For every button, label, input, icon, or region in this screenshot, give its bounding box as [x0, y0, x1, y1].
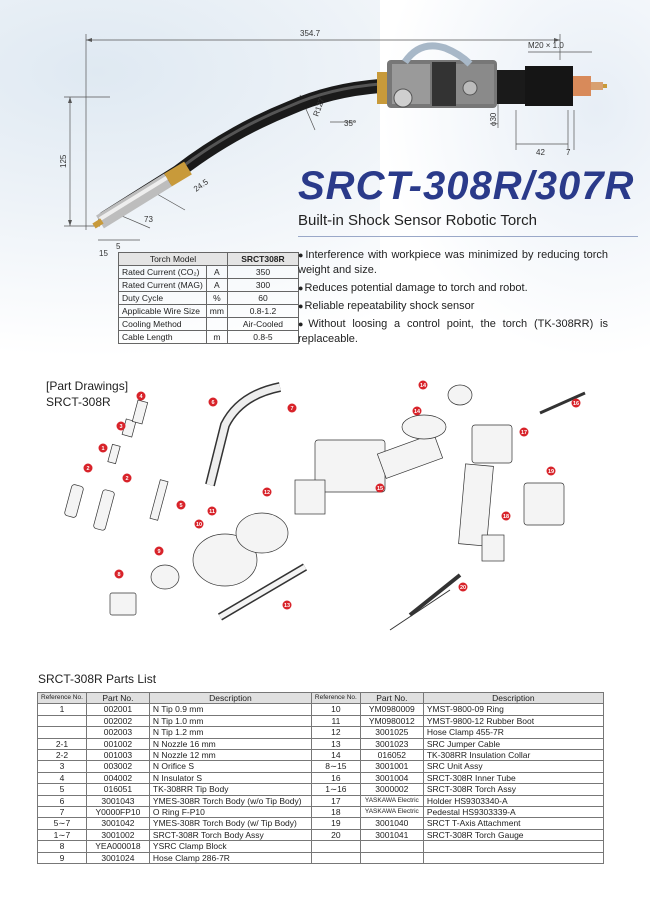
callout-label: 12 — [263, 490, 271, 496]
part-no-cell: 002001 — [86, 704, 149, 715]
ref-cell: 19 — [311, 818, 360, 829]
spec-row — [119, 305, 299, 318]
ref-cell: 1∼16 — [311, 784, 360, 795]
spec-label: Applicable Wire Size — [119, 305, 207, 318]
desc-cell: TK-308RR Insulation Collar — [423, 750, 603, 761]
ref-cell — [311, 841, 360, 852]
part-no-cell: 3001041 — [360, 829, 423, 840]
spec-value: 0.8-1.2 — [227, 305, 298, 318]
spec-value: 60 — [227, 292, 298, 305]
desc-cell: Hose Clamp 286-7R — [149, 852, 311, 863]
callout-label: 4 — [139, 394, 143, 400]
callout-label: 13 — [283, 603, 291, 609]
part-no-cell: 3000002 — [360, 784, 423, 795]
desc-cell: N Tip 1.0 mm — [149, 715, 311, 726]
table-row — [38, 715, 604, 726]
table-row — [38, 852, 604, 863]
desc-cell: SRC Unit Assy — [423, 761, 603, 772]
part-no-cell: 001003 — [86, 750, 149, 761]
desc-cell: Pedestal HS9303339-A — [423, 807, 603, 818]
spec-label: Cable Length — [119, 331, 207, 344]
callout-label: 19 — [547, 469, 555, 475]
part-no-cell: 3001025 — [360, 727, 423, 738]
ref-cell: 18 — [311, 807, 360, 818]
part-no-cell: 3001043 — [86, 795, 149, 806]
desc-cell — [423, 841, 603, 852]
part-no-cell: 002003 — [86, 727, 149, 738]
desc-cell: YMES-308R Torch Body (w/o Tip Body) — [149, 795, 311, 806]
part-no-cell: 3001001 — [360, 761, 423, 772]
callout-label: 10 — [195, 522, 203, 528]
dim-35deg: 35° — [344, 119, 357, 128]
ref-cell: 11 — [311, 715, 360, 726]
desc-cell: YSRC Clamp Block — [149, 841, 311, 852]
table-row — [38, 761, 604, 772]
desc-cell: N Tip 1.2 mm — [149, 727, 311, 738]
desc-cell: SRCT-308R Torch Assy — [423, 784, 603, 795]
spec-value: Air-Cooled — [227, 318, 298, 331]
spec-label: Rated Current (MAG) — [119, 279, 207, 292]
part-no-cell: 3001023 — [360, 738, 423, 749]
col-header: Description — [423, 693, 603, 704]
ref-cell: 1 — [38, 704, 87, 715]
callout-label: 9 — [157, 549, 161, 555]
title-divider — [298, 236, 638, 237]
ref-cell: 5 — [38, 784, 87, 795]
spec-unit — [206, 318, 227, 331]
spec-header-value: SRCT308R — [227, 253, 298, 266]
table-row — [38, 829, 604, 840]
desc-cell: N Orifice S — [149, 761, 311, 772]
desc-cell: YMES-308R Torch Body (w/ Tip Body) — [149, 818, 311, 829]
callout-label: 1 — [101, 446, 105, 452]
dim-15: 15 — [99, 249, 108, 258]
callout-label: 7 — [290, 406, 294, 412]
part-no-cell — [360, 852, 423, 863]
ref-cell — [38, 727, 87, 738]
callout-label: 17 — [520, 430, 528, 436]
callout-label: 18 — [502, 514, 510, 520]
ref-cell: 4 — [38, 772, 87, 783]
spec-row — [119, 318, 299, 331]
ref-cell: 12 — [311, 727, 360, 738]
spec-value: 350 — [227, 266, 298, 279]
part-no-cell: YASKAWA Electric — [360, 807, 423, 818]
ref-cell: 14 — [311, 750, 360, 761]
dim-24-5: 24.5 — [191, 177, 210, 194]
col-header: Reference No. — [311, 693, 360, 704]
spec-value: 0.8-5 — [227, 331, 298, 344]
ref-cell: 1∼7 — [38, 829, 87, 840]
table-row — [38, 784, 604, 795]
part-no-cell: YEA000018 — [86, 841, 149, 852]
table-row — [38, 841, 604, 852]
part-no-cell: 3001004 — [360, 772, 423, 783]
dim-7: 7 — [566, 148, 571, 157]
part-no-cell: 016051 — [86, 784, 149, 795]
desc-cell: SRCT-308R Torch Gauge — [423, 829, 603, 840]
feature-item: ● Reliable repeatability shock sensor — [298, 299, 608, 314]
callout-label: 8 — [117, 572, 121, 578]
part-no-cell: 016052 — [360, 750, 423, 761]
callout-label: 5 — [179, 503, 183, 509]
callout-label: 14 — [413, 409, 421, 415]
parts-list-title: SRCT-308R Parts List — [38, 672, 157, 686]
callout-label: 2 — [86, 466, 90, 472]
feature-item: ● Without loosing a control point, the torch (TK-308RR) is replaceable. — [298, 317, 608, 347]
ref-cell: 8 — [38, 841, 87, 852]
ref-cell: 13 — [311, 738, 360, 749]
dim-42: 42 — [536, 148, 545, 157]
dim-r127: R127 — [311, 96, 327, 118]
part-no-cell: 3001042 — [86, 818, 149, 829]
col-header: Part No. — [86, 693, 149, 704]
dim-phi30: ϕ30 — [489, 112, 498, 126]
part-no-cell: 004002 — [86, 772, 149, 783]
ref-cell: 8∼15 — [311, 761, 360, 772]
spec-label: Cooling Method — [119, 318, 207, 331]
callout-label: 2 — [125, 476, 129, 482]
table-row — [38, 727, 604, 738]
ref-cell: 3 — [38, 761, 87, 772]
ref-cell: 7 — [38, 807, 87, 818]
part-no-cell: 3001002 — [86, 829, 149, 840]
ref-cell: 20 — [311, 829, 360, 840]
feature-item: ● Interference with workpiece was minimized by reducing torch weight and size. — [298, 248, 608, 278]
feature-item: ● Reduces potential damage to torch and robot. — [298, 281, 608, 296]
desc-cell: SRCT-308R Inner Tube — [423, 772, 603, 783]
desc-cell: SRCT-308R Torch Body Assy — [149, 829, 311, 840]
dim-354-7: 354.7 — [300, 29, 321, 38]
callout-label: 16 — [572, 401, 580, 407]
parts-header-row — [38, 693, 604, 704]
ref-cell: 6 — [38, 795, 87, 806]
desc-cell: N Nozzle 16 mm — [149, 738, 311, 749]
dim-125: 125 — [59, 154, 68, 168]
spec-row — [119, 292, 299, 305]
spec-unit: m — [206, 331, 227, 344]
ref-cell: 16 — [311, 772, 360, 783]
desc-cell: YMST-9800-09 Ring — [423, 704, 603, 715]
spec-row — [119, 279, 299, 292]
table-row — [38, 738, 604, 749]
callout-label: 11 — [209, 509, 215, 515]
table-row — [38, 795, 604, 806]
desc-cell: SRCT T-Axis Attachment — [423, 818, 603, 829]
desc-cell: Holder HS9303340-A — [423, 795, 603, 806]
exploded-parts-drawing — [40, 365, 600, 665]
dim-5: 5 — [116, 242, 121, 251]
desc-cell: TK-308RR Tip Body — [149, 784, 311, 795]
ref-cell — [311, 852, 360, 863]
spec-header-row — [119, 253, 299, 266]
part-drawings-heading: [Part Drawings] — [46, 379, 129, 393]
col-header: Description — [149, 693, 311, 704]
part-no-cell: YM0980009 — [360, 704, 423, 715]
col-header: Reference No. — [38, 693, 87, 704]
desc-cell: N Tip 0.9 mm — [149, 704, 311, 715]
ref-cell: 2-2 — [38, 750, 87, 761]
part-no-cell: 3001024 — [86, 852, 149, 863]
spec-unit: A — [206, 279, 227, 292]
part-no-cell: YM0980012 — [360, 715, 423, 726]
table-row — [38, 818, 604, 829]
part-no-cell: 3001040 — [360, 818, 423, 829]
part-drawings-model: SRCT-308R — [46, 395, 111, 409]
callout-label: 15 — [376, 486, 384, 492]
feature-list — [298, 248, 608, 350]
desc-cell: SRC Jumper Cable — [423, 738, 603, 749]
desc-cell: N Insulator S — [149, 772, 311, 783]
spec-value: 300 — [227, 279, 298, 292]
callout-label: 6 — [211, 400, 215, 406]
ref-cell: 17 — [311, 795, 360, 806]
dim-m20: M20 × 1.0 — [528, 41, 564, 50]
spec-unit: A — [206, 266, 227, 279]
page-subtitle: Built-in Shock Sensor Robotic Torch — [298, 212, 538, 229]
callout-label: 20 — [459, 585, 467, 591]
table-row — [38, 750, 604, 761]
callout-label: 3 — [119, 424, 123, 430]
ref-cell: 10 — [311, 704, 360, 715]
desc-cell: O Ring F-P10 — [149, 807, 311, 818]
spec-label: Rated Current (CO₂) — [119, 266, 207, 279]
dim-73: 73 — [144, 215, 153, 224]
ref-cell: 2-1 — [38, 738, 87, 749]
table-row — [38, 772, 604, 783]
part-no-cell: YASKAWA Electric — [360, 795, 423, 806]
part-no-cell: 003002 — [86, 761, 149, 772]
desc-cell: N Nozzle 12 mm — [149, 750, 311, 761]
spec-unit: mm — [206, 305, 227, 318]
table-row — [38, 704, 604, 715]
col-header: Part No. — [360, 693, 423, 704]
part-no-cell: 001002 — [86, 738, 149, 749]
ref-cell: 5∼7 — [38, 818, 87, 829]
spec-row — [119, 331, 299, 344]
parts-table — [37, 692, 604, 864]
part-no-cell — [360, 841, 423, 852]
ref-cell: 9 — [38, 852, 87, 863]
table-row — [38, 807, 604, 818]
spec-row — [119, 266, 299, 279]
page-title: SRCT-308R/307R — [298, 164, 635, 208]
callout-label: 14 — [419, 383, 427, 389]
spec-label: Duty Cycle — [119, 292, 207, 305]
part-no-cell: 002002 — [86, 715, 149, 726]
spec-table — [118, 252, 299, 344]
spec-header-label: Torch Model — [119, 253, 228, 266]
desc-cell — [423, 852, 603, 863]
part-no-cell: Y0000FP10 — [86, 807, 149, 818]
ref-cell — [38, 715, 87, 726]
desc-cell: Hose Clamp 455-7R — [423, 727, 603, 738]
spec-unit: % — [206, 292, 227, 305]
desc-cell: YMST-9800-12 Rubber Boot — [423, 715, 603, 726]
